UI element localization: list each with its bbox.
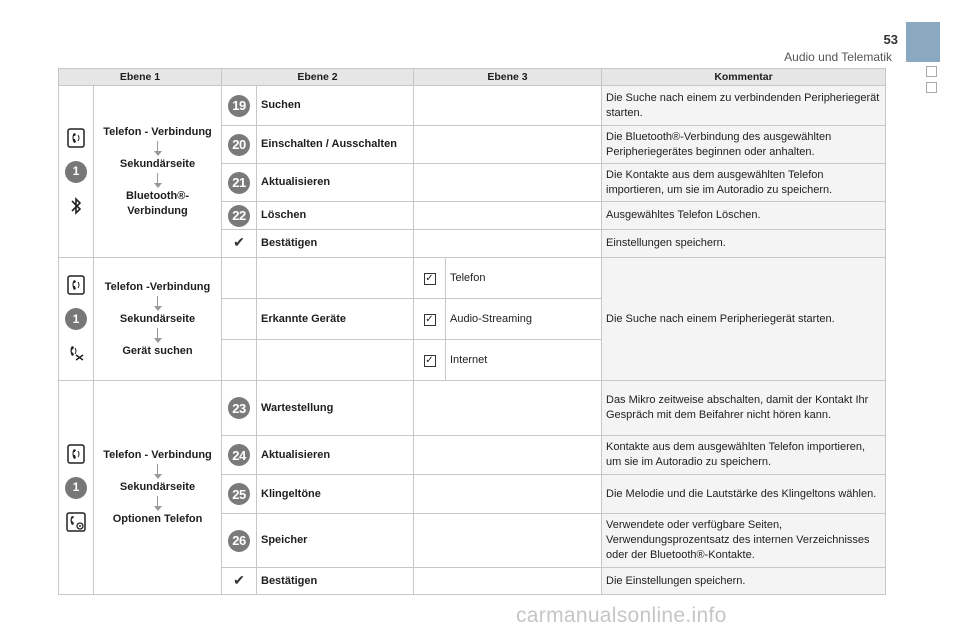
checkbox-icon: ✓	[425, 354, 434, 366]
item-number-badge: 20	[228, 134, 250, 156]
level1-item: Bluetooth®- Verbindung	[125, 189, 190, 217]
comment: Verwendete oder verfügbare Seiten, Verwendungsprozentsatz des internen Verzeichnisses oder der Bluetooth®-Kontakte.	[602, 514, 886, 568]
level1-item: Sekundärseite	[119, 481, 196, 493]
level2-label: Aktualisieren	[257, 164, 414, 202]
level2-label: Einschalten / Ausschalten	[257, 126, 414, 164]
menu-table	[58, 68, 886, 595]
level1-item: Telefon - Verbindung	[103, 125, 212, 138]
table-row	[59, 86, 886, 126]
down-arrow-icon	[154, 464, 162, 479]
level3-empty	[414, 381, 602, 436]
comment: Einstellungen speichern.	[602, 230, 886, 258]
comment: Kontakte aus dem ausgewählten Telefon importieren, um sie im Autoradio zu speichern.	[602, 436, 886, 475]
checkbox-icon: ✓	[425, 272, 434, 284]
level3-empty	[414, 475, 602, 514]
level2-label: Aktualisieren	[257, 436, 414, 475]
chapter-tab	[906, 22, 940, 62]
down-arrow-icon	[154, 141, 162, 156]
level3-empty	[414, 230, 602, 258]
level1-item: Telefon -Verbindung	[104, 280, 211, 293]
item-number-badge: 26	[228, 530, 250, 552]
item-number-badge: 23	[228, 397, 250, 419]
down-arrow-icon	[154, 328, 162, 343]
table-row	[59, 381, 886, 436]
level2-label: Wartestellung	[257, 381, 414, 436]
comment: Die Kontakte aus dem ausgewählten Telefon importieren, um sie im Autoradio zu speichern.	[602, 164, 886, 202]
level3-empty	[414, 202, 602, 230]
col-header-ebene2: Ebene 2	[222, 69, 414, 86]
level1-item: Gerät suchen	[122, 344, 193, 357]
phone-options-icon	[65, 511, 87, 533]
item-number-badge: 22	[228, 205, 250, 227]
col-header-ebene3: Ebene 3	[414, 69, 602, 86]
level3-label: Internet	[446, 340, 602, 381]
table-row	[59, 258, 886, 299]
comment: Die Melodie und die Lautstärke des Klingeltons wählen.	[602, 475, 886, 514]
tab-marker	[926, 66, 937, 77]
level2-label: Löschen	[257, 202, 414, 230]
block2-level1	[94, 258, 222, 381]
block3-level1	[94, 381, 222, 595]
item-number-badge: 21	[228, 172, 250, 194]
level2-label: Suchen	[257, 86, 414, 126]
col-header-kommentar: Kommentar	[602, 69, 886, 86]
phone-icon	[65, 274, 87, 296]
step-number: 1	[65, 161, 87, 183]
phone-icon	[65, 443, 87, 465]
table-header	[59, 69, 886, 86]
level1-item: Sekundärseite	[119, 312, 196, 325]
check-icon: ✔	[233, 571, 245, 588]
item-number-badge: 24	[228, 444, 250, 466]
comment: Das Mikro zeitweise abschalten, damit der Kontakt Ihr Gespräch mit dem Beifahrer nicht hören kann.	[602, 381, 886, 436]
level2-label: Bestätigen	[257, 568, 414, 595]
level3-empty	[414, 86, 602, 126]
level3-empty	[414, 514, 602, 568]
comment: Die Suche nach einem Peripheriegerät starten.	[602, 258, 886, 381]
down-arrow-icon	[154, 496, 162, 511]
level2-label: Erkannte Geräte	[257, 299, 414, 340]
block2-icons	[59, 258, 94, 381]
level1-item: Sekundärseite	[119, 157, 196, 170]
col-header-ebene1: Ebene 1	[59, 69, 222, 86]
block1-icons	[59, 86, 94, 258]
item-number-badge: 25	[228, 483, 250, 505]
level3-empty	[414, 164, 602, 202]
level3-label: Telefon	[446, 258, 602, 299]
comment: Die Einstellungen speichern.	[602, 568, 886, 595]
item-number-badge: 19	[228, 95, 250, 117]
check-icon: ✔	[233, 234, 245, 250]
watermark: carmanualsonline.info	[516, 604, 727, 627]
block3-icons	[59, 381, 94, 595]
tab-marker	[926, 82, 937, 93]
page-number: 53	[883, 32, 898, 47]
level3-empty	[414, 436, 602, 475]
comment: Die Bluetooth®-Verbindung des ausgewählten Peripheriegerätes beginnen oder anhalten.	[602, 126, 886, 164]
level3-empty	[414, 126, 602, 164]
down-arrow-icon	[154, 173, 162, 188]
level2-label: Speicher	[257, 514, 414, 568]
bluetooth-icon	[65, 195, 87, 217]
level2-label: Klingeltöne	[257, 475, 414, 514]
comment: Ausgewähltes Telefon Löschen.	[602, 202, 886, 230]
down-arrow-icon	[154, 296, 162, 311]
phone-icon	[65, 127, 87, 149]
section-title: Audio und Telematik	[784, 50, 892, 64]
checkbox-icon: ✓	[425, 313, 434, 325]
level1-item: Telefon - Verbindung	[103, 449, 212, 461]
step-number: 1	[65, 477, 87, 499]
block1-level1	[94, 86, 222, 258]
level2-label: Bestätigen	[257, 230, 414, 258]
step-number: 1	[65, 308, 87, 330]
search-device-icon	[65, 342, 87, 364]
level1-item: Optionen Telefon	[112, 513, 203, 525]
level3-empty	[414, 568, 602, 595]
comment: Die Suche nach einem zu verbindenden Peripheriegerät starten.	[602, 86, 886, 126]
level3-label: Audio-Streaming	[446, 299, 602, 340]
